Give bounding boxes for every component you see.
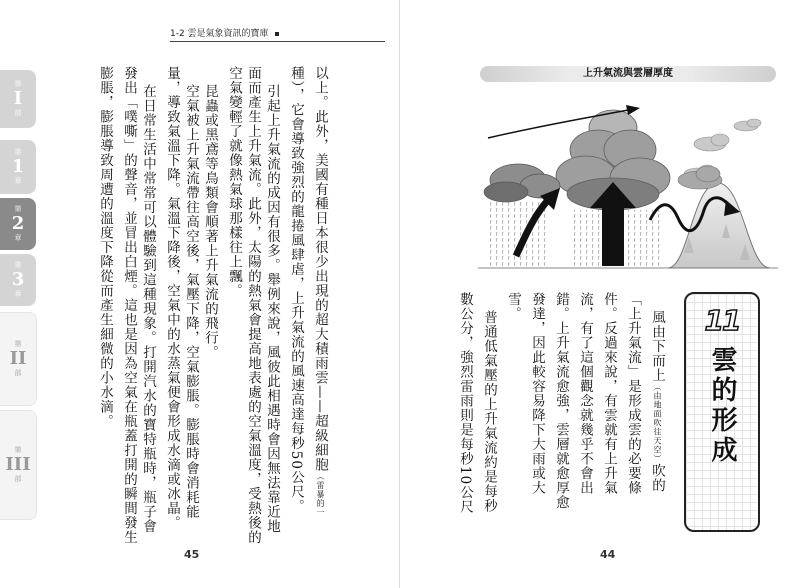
text-column-2: 種），它會導致強烈的龍捲風肆虐，上升氣流的風速高達每秒50公尺。 (288, 66, 304, 514)
tab-chapter-2[interactable]: 第 2 章 (0, 198, 36, 250)
page-number-left: 45 (184, 548, 200, 561)
text-column-3: 引起上升氣流的成因有很多。舉例來說，風彼此相遇時會因無法靠近地 (264, 84, 280, 534)
text-column-8: 量，導致氣溫下降。氣溫下降後，空氣中的水蒸氣便會形成水滴或冰晶。 (164, 66, 180, 530)
diagram-title: 上升氣流與雲層厚度 (480, 66, 776, 82)
small-clouds (684, 119, 761, 180)
right-text-column-6: 發達，因此較容易降下大雨或大 (529, 292, 545, 495)
header-text: 1-2 雲是氣象資訊的寶庫 (170, 29, 269, 39)
right-text-column-2: 「上升氣流」是形成雲的必要條 (625, 292, 641, 495)
text-column-7: 空氣被上升氣流帶往高空後，氣壓下降，空氣膨脹。膨脹時會消耗能 (183, 84, 199, 519)
right-text-column-8: 普通低氣壓的上升氣流約是每秒 (481, 310, 497, 513)
right-text-column-5: 錯。上升氣流愈強，雲層就愈厚愈 (553, 292, 569, 510)
tab-part-2[interactable]: 第 II 部 (0, 312, 37, 406)
page-gutter (399, 0, 400, 588)
updraft-cloud-diagram (478, 88, 778, 280)
right-text-column-9: 數公分，強烈雷雨則是每秒10公尺 (457, 292, 473, 515)
section-number: 11 (704, 304, 740, 337)
right-text-column-3: 件。反過來說，有雲就有上升氣 (601, 292, 617, 495)
text-column-6: 昆蟲或黑鳶等鳥類會順著上升氣流的飛行。 (202, 84, 218, 360)
text-column-10: 發出「噗嘶」的聲音，並冒出白煙。這也是因為空氣在瓶蓋打開的瞬間發生 (121, 66, 137, 545)
tab-part-1[interactable]: 第 I 部 (0, 70, 36, 128)
medium-cloud (678, 166, 722, 189)
right-text-column-1: 風由下而上（由地面吹往天空）吹的 (649, 310, 665, 493)
section-title: 雲的形成 (707, 346, 737, 466)
section-badge (684, 292, 760, 532)
tab-chapter-3[interactable]: 第 3 章 (0, 254, 36, 306)
tab-chapter-1[interactable]: 第 1 章 (0, 140, 36, 194)
header-dot (275, 32, 279, 36)
page-number-right: 44 (600, 548, 616, 561)
tab-part-3[interactable]: 第 III 部 (0, 410, 37, 520)
text-column-4: 面而產生上升氣流。此外，太陽的熱氣會提高地表處的空氣溫度，受熱後的 (245, 66, 261, 545)
updraft-arrow-strong (602, 206, 624, 266)
right-text-column-7: 雪。 (505, 292, 521, 321)
right-text-column-4: 流，有了這個觀念就幾乎不會出 (577, 292, 593, 495)
text-column-11: 膨脹，膨脹導致周遭的溫度下降從而產生細微的小水滴。 (97, 66, 113, 429)
running-header (170, 26, 385, 42)
text-column-1: 以上。此外，美國有種日本很少出現的超大積雨雲——超級細胞（雷暴的一 (312, 66, 328, 517)
text-column-9: 在日常生活中常常可以體驗到這種現象。打開汽水的寶特瓶時，瓶子會 (140, 84, 156, 534)
text-column-5: 空氣變輕了就像熱氣球那樣往上飄。 (226, 66, 242, 298)
